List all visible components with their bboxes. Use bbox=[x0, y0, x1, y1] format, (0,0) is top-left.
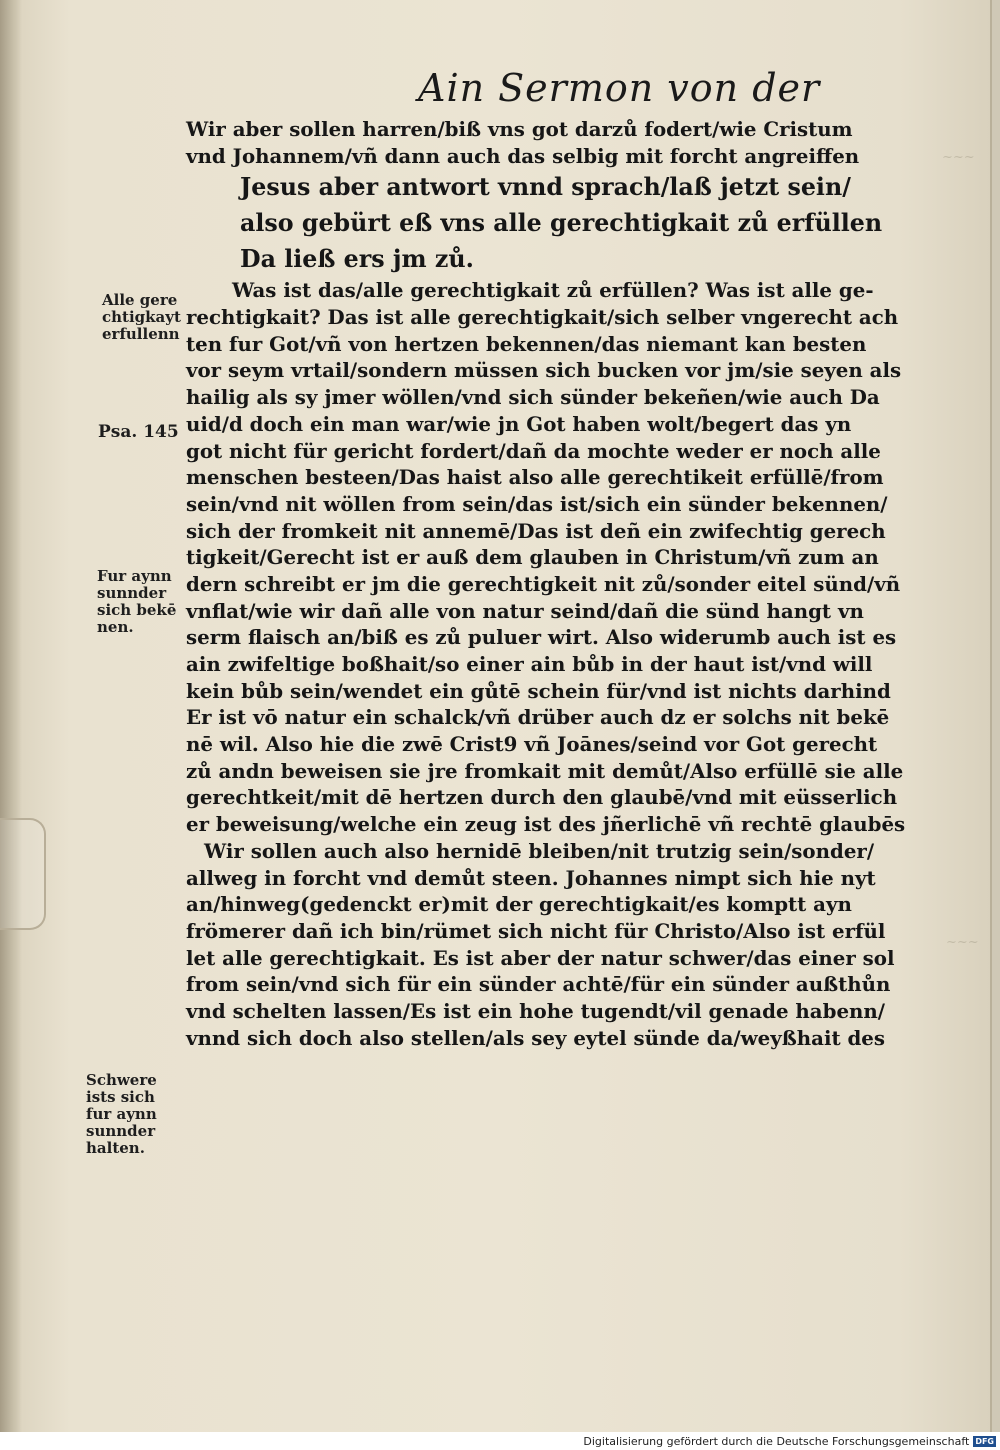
book-spine-shadow bbox=[0, 0, 22, 1432]
text-line: an/hinweg(gedenckt er)mit der gerechtigkait/es komptt ayn bbox=[186, 892, 852, 917]
text-line: let alle gerechtigkait. Es ist aber der natur schwer/das einer sol bbox=[186, 945, 895, 970]
text-line: allweg in forcht vnd demůt steen. Johannes nimpt sich hie nyt bbox=[186, 865, 876, 890]
page-title: Ain Sermon von der bbox=[418, 66, 821, 110]
margin-note-line: ists sich bbox=[86, 1088, 155, 1106]
text-line: zů andn beweisen sie jre fromkait mit demůt/Also erfüllē sie alle bbox=[186, 758, 904, 783]
margin-note-line: Psa. 145 bbox=[98, 422, 179, 442]
sermon-body-text bbox=[186, 116, 946, 1051]
margin-note bbox=[86, 1072, 157, 1157]
margin-note-line: chtigkayt bbox=[102, 308, 181, 326]
text-line: uid/d doch ein man war/wie jn Got haben wolt/begert das yn bbox=[186, 411, 852, 436]
text-line: nē wil. Also hie die zwē Crist9 vñ Joānes/seind vor Got gerecht bbox=[186, 732, 878, 757]
text-line: kein bůb sein/wendet ein gůtē schein für/vnd ist nichts darhind bbox=[186, 678, 891, 703]
footer-credit: Digitalisierung gefördert durch die Deutsche Forschungsgemeinschaft bbox=[583, 1434, 970, 1448]
show-through-text: ~~~ bbox=[942, 150, 975, 165]
text-line: Was ist das/alle gerechtigkait zů erfüllen? Was ist alle ge- bbox=[232, 278, 874, 303]
margin-note bbox=[102, 292, 181, 343]
text-line: rechtigkait? Das ist alle gerechtigkait/sich selber vngerecht ach bbox=[186, 305, 899, 330]
margin-note-line: halten. bbox=[86, 1139, 145, 1157]
text-line: Er ist vō natur ein schalck/vñ drüber auch dz er solchs nit bekē bbox=[186, 705, 890, 730]
text-line: vnd Johannem/vñ dann auch das selbig mit forcht angreiffen bbox=[186, 143, 860, 168]
margin-note-line: fur aynn bbox=[86, 1105, 157, 1123]
text-line: hailig als sy jmer wöllen/vnd sich sünder bekeñen/wie auch Da bbox=[186, 385, 880, 410]
text-line: ten fur Got/vñ von hertzen bekennen/das niemant kan besten bbox=[186, 331, 867, 356]
text-line: Da ließ ers jm zů. bbox=[240, 244, 474, 274]
text-line: got nicht für gericht fordert/dañ da mochte weder er noch alle bbox=[186, 438, 881, 463]
show-through-text: ~~~ bbox=[946, 935, 979, 950]
text-line: vnflat/wie wir dañ alle von natur seind/dañ die sünd hangt vn bbox=[186, 598, 864, 623]
margin-note-line: sunnder bbox=[86, 1122, 156, 1140]
text-line: Wir aber sollen harren/biß vns got darzů fodert/wie Cristum bbox=[186, 117, 853, 141]
digitization-footer bbox=[583, 1434, 996, 1448]
text-line: serm flaisch an/biß es zů puluer wirt. Also widerumb auch ist es bbox=[186, 625, 897, 650]
text-line: Wir sollen auch also hernidē bleiben/nit trutzig sein/sonder/ bbox=[204, 838, 875, 863]
text-line: Jesus aber antwort vnnd sprach/laß jetzt sein/ bbox=[240, 172, 851, 202]
text-line: tigkeit/Gerecht ist er auß dem glauben in Christum/vñ zum an bbox=[186, 545, 879, 570]
text-line: menschen besteen/Das haist also alle gerechtikeit erfüllē/from bbox=[186, 465, 884, 490]
margin-note-line: sunnder bbox=[97, 584, 167, 602]
text-line: vnd schelten lassen/Es ist ein hohe tugendt/vil genade habenn/ bbox=[186, 998, 886, 1023]
text-line: dern schreibt er jm die gerechtigkeit nit zů/sonder eitel sünd/vñ bbox=[186, 571, 901, 596]
margin-note-line: Schwere bbox=[86, 1071, 157, 1089]
margin-note-line: sich bekē bbox=[97, 601, 177, 619]
text-line: er beweisung/welche ein zeug ist des jñerlichē vñ rechtē glaubēs bbox=[186, 812, 906, 837]
margin-note-line: Alle gere bbox=[102, 291, 178, 309]
text-line: frömerer dañ ich bin/rümet sich nicht für Christo/Also ist erfül bbox=[186, 918, 886, 943]
text-line: sich der fromkeit nit annemē/Das ist deñ ein zwifechtig gerech bbox=[186, 518, 886, 543]
text-line: from sein/vnd sich für ein sünder achtē/für ein sünder außthůn bbox=[186, 972, 891, 997]
text-line: gerechtkeit/mit dē hertzen durch den glaubē/vnd mit eüsserlich bbox=[186, 785, 898, 810]
text-line: vnnd sich doch also stellen/als sey eytel sünde da/weyßhait des bbox=[186, 1025, 886, 1050]
text-line: also gebürt eß vns alle gerechtigkait zů erfüllen bbox=[240, 208, 883, 238]
text-line: vor seym vrtail/sondern müssen sich bucken vor jm/sie seyen als bbox=[186, 358, 902, 383]
dfg-logo-icon: DFG bbox=[975, 1436, 994, 1446]
text-line: ain zwifeltige boßhait/so einer ain bůb in der haut ist/vnd will bbox=[186, 652, 873, 676]
margin-note-line: nen. bbox=[97, 618, 134, 636]
text-line: sein/vnd nit wöllen from sein/das ist/sich ein sünder bekennen/ bbox=[186, 491, 888, 516]
page-clip-mark bbox=[0, 818, 46, 930]
margin-note bbox=[98, 424, 179, 441]
margin-note bbox=[97, 568, 176, 636]
margin-note-line: Fur aynn bbox=[97, 567, 172, 585]
margin-note-line: erfullenn bbox=[102, 325, 180, 343]
